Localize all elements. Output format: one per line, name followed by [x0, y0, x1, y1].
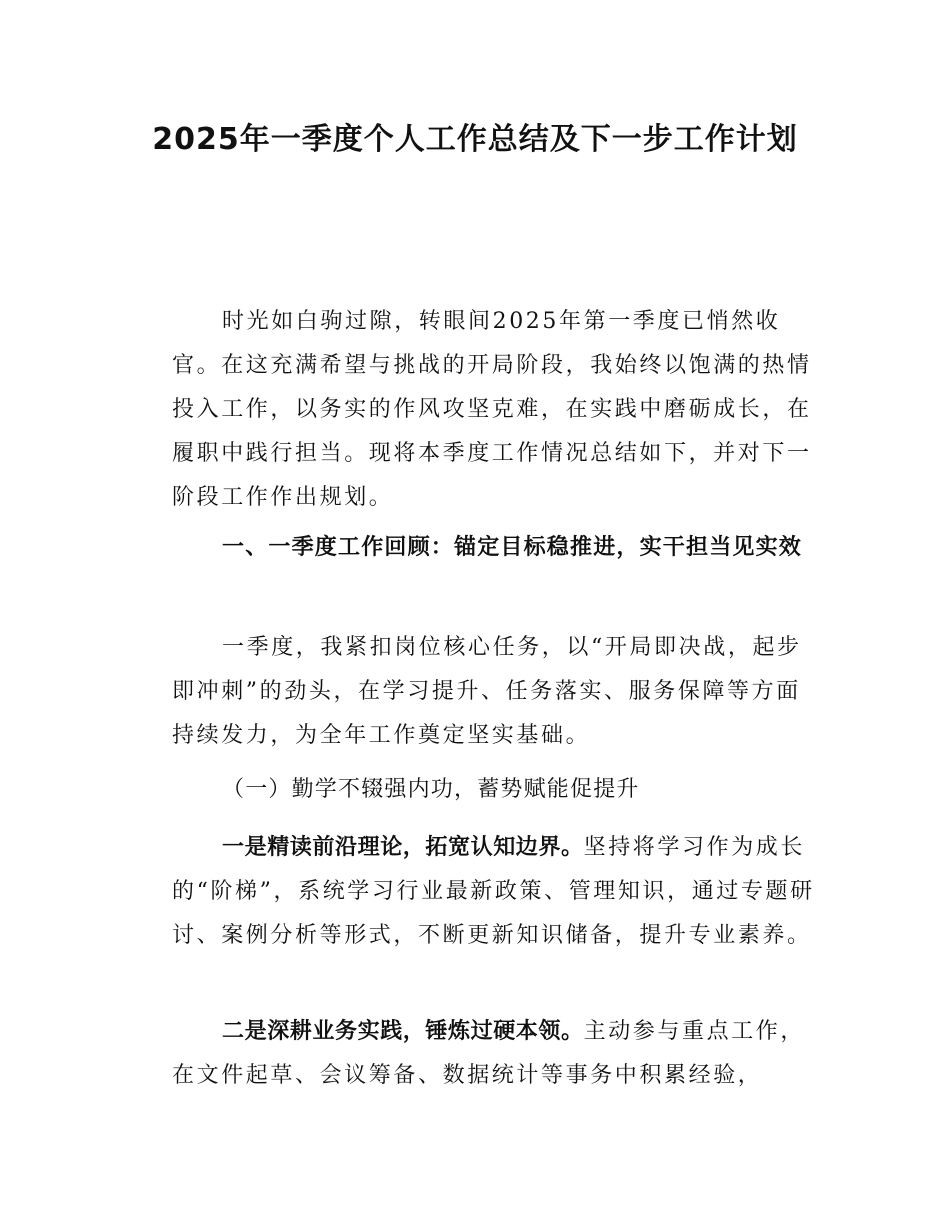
point-1-paragraph	[172, 826, 822, 958]
point-2-lead: 二是深耕业务实践，锤炼过硬本领。	[222, 1019, 584, 1044]
document-title: 2025年一季度个人工作总结及下一步工作计划	[152, 122, 798, 157]
section-1-heading: 一、一季度工作回顾：锚定目标稳推进，实干担当见实效	[222, 535, 803, 560]
point-2-text: 主动参与重点工作，在文件起草、会议筹备、数据统计等事务中积累经验，	[172, 1019, 806, 1088]
subsection-1-heading: （一）勤学不辍强内功，蓄势赋能促提升	[222, 777, 640, 802]
section-1-body: 一季度，我紧扣岗位核心任务，以“开局即决战，起步即冲刺”的劲头，在学习提升、任务落实、服务保障等方面持续发力，为全年工作奠定坚实基础。	[172, 635, 802, 748]
point-2-paragraph	[172, 1010, 822, 1098]
point-1-lead: 一是精读前沿理论，拓宽认知边界。	[222, 835, 584, 860]
point-1-text: 坚持将学习作为成长的“阶梯”，系统学习行业最新政策、管理知识，通过专题研讨、案例分析等形式，不断更新知识储备，提升专业素养。	[172, 835, 815, 948]
intro-paragraph: 时光如白驹过隙，转眼间2025年第一季度已悄然收官。在这充满希望与挑战的开局阶段，我始终以饱满的热情投入工作，以务实的作风攻坚克难，在实践中磨砺成长，在履职中践行担当。现将本季度工作情况总结如下，并对下一阶段工作作出规划。	[172, 309, 812, 510]
